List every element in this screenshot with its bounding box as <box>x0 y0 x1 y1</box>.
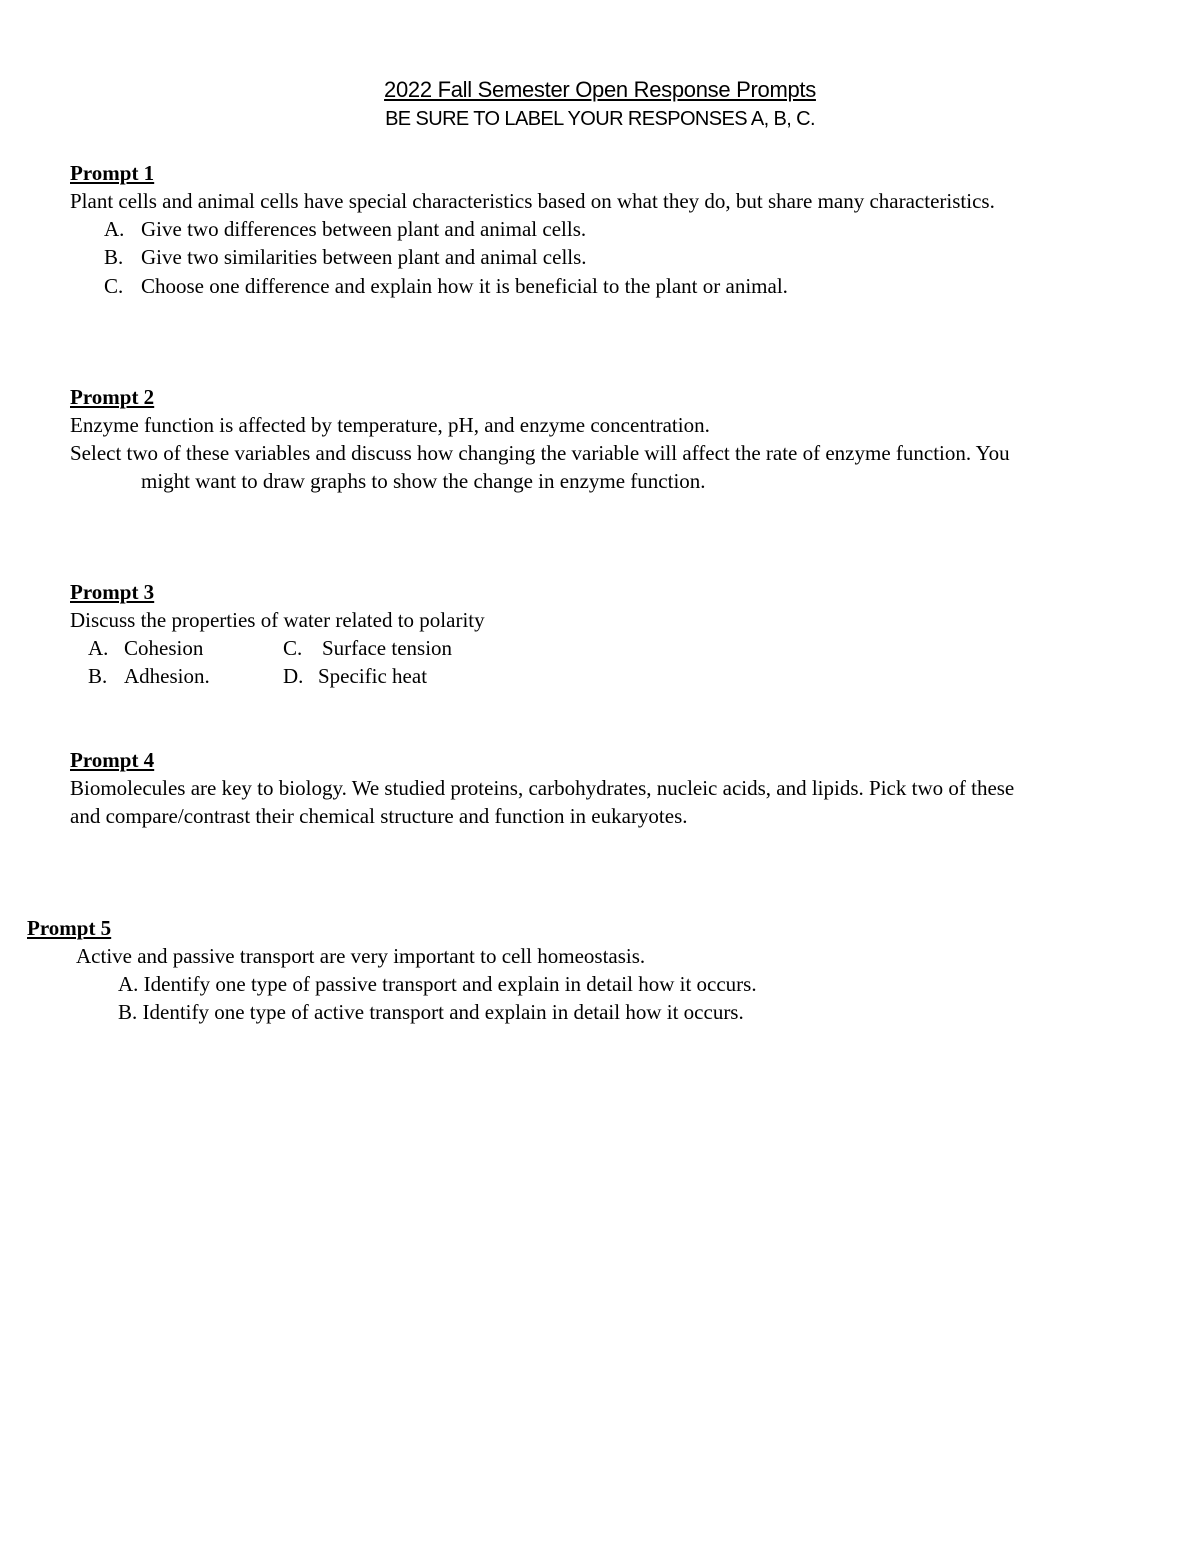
prompt-5-heading: Prompt 5 <box>27 916 112 940</box>
prompt-1-item-marker: C. <box>104 274 124 298</box>
prompt-4-body-line: Biomolecules are key to biology. We studied proteins, carbohydrates, nucleic acids, and lipids. Pick two of these <box>70 776 1015 800</box>
prompt-3-item-text: Specific heat <box>318 664 428 688</box>
document-subtitle: BE SURE TO LABEL YOUR RESPONSES A, B, C. <box>385 108 815 130</box>
prompt-2-body-line: might want to draw graphs to show the change in enzyme function. <box>141 469 706 493</box>
prompt-3-intro: Discuss the properties of water related to polarity <box>70 608 485 632</box>
prompt-1-item-text: Give two differences between plant and animal cells. <box>141 217 587 241</box>
prompt-3-item-marker: A. <box>88 636 109 660</box>
prompt-3-item-text: Adhesion. <box>124 664 210 688</box>
prompt-5-item: B. Identify one type of active transport and explain in detail how it occurs. <box>118 1000 744 1024</box>
prompt-5-intro: Active and passive transport are very important to cell homeostasis. <box>76 944 646 968</box>
prompt-1-item-marker: B. <box>104 245 124 269</box>
prompt-1-heading: Prompt 1 <box>70 161 155 185</box>
prompt-3-item-text: Surface tension <box>322 636 453 660</box>
prompt-3-item-marker: B. <box>88 664 108 688</box>
prompt-3-item-text: Cohesion <box>124 636 204 660</box>
prompt-4-body-line: and compare/contrast their chemical structure and function in eukaryotes. <box>70 804 688 828</box>
prompt-1-item-text: Give two similarities between plant and animal cells. <box>141 245 587 269</box>
prompt-4-heading: Prompt 4 <box>70 748 155 772</box>
prompt-2-heading: Prompt 2 <box>70 385 155 409</box>
prompt-3-heading: Prompt 3 <box>70 580 155 604</box>
prompt-5-item: A. Identify one type of passive transport and explain in detail how it occurs. <box>118 972 757 996</box>
prompt-3-item-marker: C. <box>283 636 303 660</box>
prompt-2-intro: Enzyme function is affected by temperature, pH, and enzyme concentration. <box>70 413 710 437</box>
prompt-2-body-line: Select two of these variables and discuss how changing the variable will affect the rate of enzyme function. You <box>70 441 1010 465</box>
prompt-1-item-text: Choose one difference and explain how it is beneficial to the plant or animal. <box>141 274 788 298</box>
prompt-1-item-marker: A. <box>104 217 125 241</box>
prompt-1-intro: Plant cells and animal cells have special characteristics based on what they do, but share many characteristics. <box>70 189 995 213</box>
prompt-3-item-marker: D. <box>283 664 304 688</box>
document-title: 2022 Fall Semester Open Response Prompts <box>384 77 816 102</box>
